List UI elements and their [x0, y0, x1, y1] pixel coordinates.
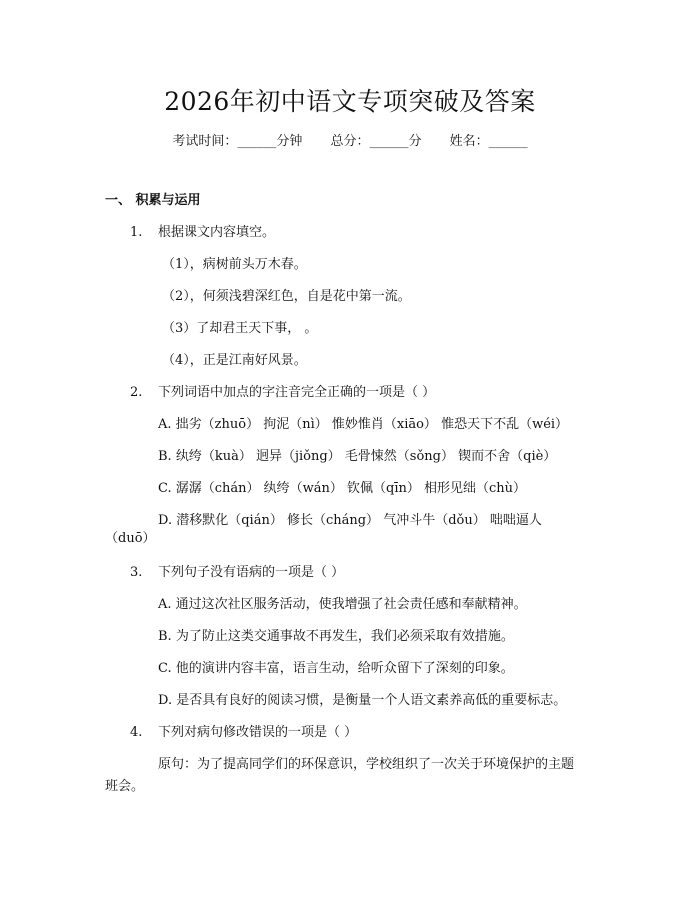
- section-heading: 一、 积累与运用: [105, 193, 201, 208]
- option-d: D. 潜移默化（qián） 修长（cháng） 气冲斗牛（dǒu） 咄咄逼人: [158, 513, 542, 528]
- fill-item: （4），正是江南好风景。: [162, 353, 307, 368]
- question-stem: 下列对病句修改错误的一项是（ ）: [158, 725, 358, 740]
- option-c: C. 潺潺（chán） 纨绔（wán） 钦佩（qīn） 相形见绌（chù）: [158, 481, 527, 496]
- option-b: B. 为了防止这类交通事故不再发生，我们必须采取有效措施。: [158, 629, 514, 644]
- fill-item: （3）了却君王天下事， 。: [162, 321, 318, 336]
- question-stem: 根据课文内容填空。: [158, 225, 276, 240]
- exam-time-label: 考试时间：______分钟: [172, 134, 303, 149]
- exam-meta: [0, 130, 700, 149]
- question-3: [130, 564, 344, 582]
- option-a: A. 拙劣（zhuō） 拘泥（nì） 惟妙惟肖（xiāo） 惟恐天下不乱（wéi）: [158, 417, 569, 432]
- question-number: 2.: [130, 385, 143, 400]
- fill-item: （2），何须浅碧深红色，自是花中第一流。: [162, 289, 411, 304]
- option-b: B. 纨绔（kuà） 迥异（jiǒng） 毛骨悚然（sǒng） 锲而不舍（qiè）: [158, 449, 557, 464]
- fill-item: （1），病树前头万木春。: [162, 257, 307, 272]
- page-title: 2026年初中语文专项突破及答案: [164, 87, 536, 116]
- name-label: 姓名：______: [449, 134, 528, 149]
- option-d-wrap: （duō）: [105, 531, 156, 546]
- original-sentence: 原句：为了提高同学们的环保意识，学校组织了一次关于环境保护的主题: [158, 757, 575, 772]
- option-c: C. 他的演讲内容丰富，语言生动，给听众留下了深刻的印象。: [158, 661, 514, 676]
- question-number: 3.: [130, 565, 143, 580]
- original-sentence-wrap: 班会。: [105, 779, 145, 794]
- option-a: A. 通过这次社区服务活动，使我增强了社会责任感和奉献精神。: [158, 597, 527, 612]
- question-stem: 下列句子没有语病的一项是（ ）: [158, 565, 345, 580]
- question-number: 4.: [130, 725, 143, 740]
- question-4: [130, 724, 357, 742]
- option-d: D. 是否具有良好的阅读习惯，是衡量一个人语文素养高低的重要标志。: [158, 693, 567, 708]
- question-number: 1.: [130, 225, 143, 240]
- question-2: [130, 384, 435, 402]
- question-stem: 下列词语中加点的字注音完全正确的一项是（ ）: [158, 385, 436, 400]
- question-1: [130, 224, 275, 242]
- total-score-label: 总分：______分: [330, 134, 422, 149]
